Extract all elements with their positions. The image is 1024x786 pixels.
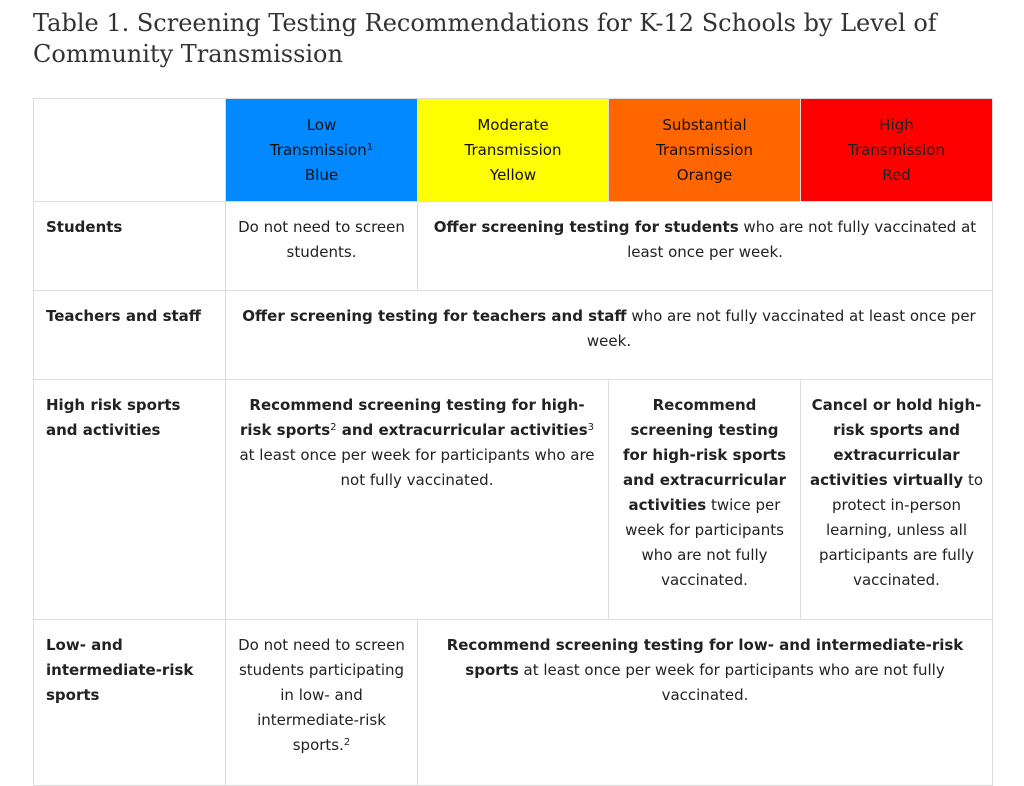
header-low-transmission: Low Transmission$^1$ Blue (226, 99, 418, 202)
row-label-students: Students (34, 202, 226, 291)
row-label-teachers: Teachers and staff (34, 291, 226, 380)
high-risk-high-cell: Cancel or hold high-risk sports and extracurricular activities virtually to protect in-person learning, unless all participants are fully vaccinated. (801, 380, 993, 620)
table-row-high-risk-sports (34, 380, 993, 620)
teachers-all-levels-cell: Offer screening testing for teachers and staff who are not fully vaccinated at least once per week. (226, 291, 993, 380)
header-empty-cell (34, 99, 226, 202)
table-row-students (34, 202, 993, 291)
row-label-low-intermediate: Low- and intermediate-risk sports (34, 620, 226, 786)
high-risk-substantial-cell: Recommend screening testing for high-risk sports and extracurricular activities twice per week for participants who are not fully vaccinated. (609, 380, 801, 620)
footnote-marker: 1 (366, 141, 374, 153)
high-risk-low-moderate-cell: Recommend screening testing for high-risk sports$^2$ and extracurricular activities$^3$ at least once per week for participants who are not fully vaccinated. (226, 380, 609, 620)
table-title: Table 1. Screening Testing Recommendations for K-12 Schools by Level of Community Transmission (33, 9, 937, 68)
header-substantial-transmission: Substantial Transmission Orange (609, 99, 801, 202)
table-row-low-intermediate-sports (34, 620, 993, 786)
low-intermediate-low-cell: Do not need to screen students participating in low- and intermediate-risk sports.$^2$ (226, 620, 418, 786)
students-low-cell: Do not need to screen students. (226, 202, 418, 291)
header-high-transmission: High Transmission Red (801, 99, 993, 202)
header-row (34, 99, 993, 202)
header-moderate-transmission: Moderate Transmission Yellow (418, 99, 609, 202)
footnote-marker: 2 (330, 422, 337, 433)
footnote-marker: 3 (587, 422, 595, 433)
row-label-high-risk: High risk sports and activities (34, 380, 226, 620)
screening-table (33, 98, 993, 786)
low-intermediate-other-levels-cell: Recommend screening testing for low- and intermediate-risk sports at least once per week for participants who are not fully vaccinated. (418, 620, 993, 786)
students-other-levels-cell: Offer screening testing for students who are not fully vaccinated at least once per week. (418, 202, 993, 291)
footnote-marker: 2 (343, 737, 351, 748)
table-row-teachers (34, 291, 993, 380)
